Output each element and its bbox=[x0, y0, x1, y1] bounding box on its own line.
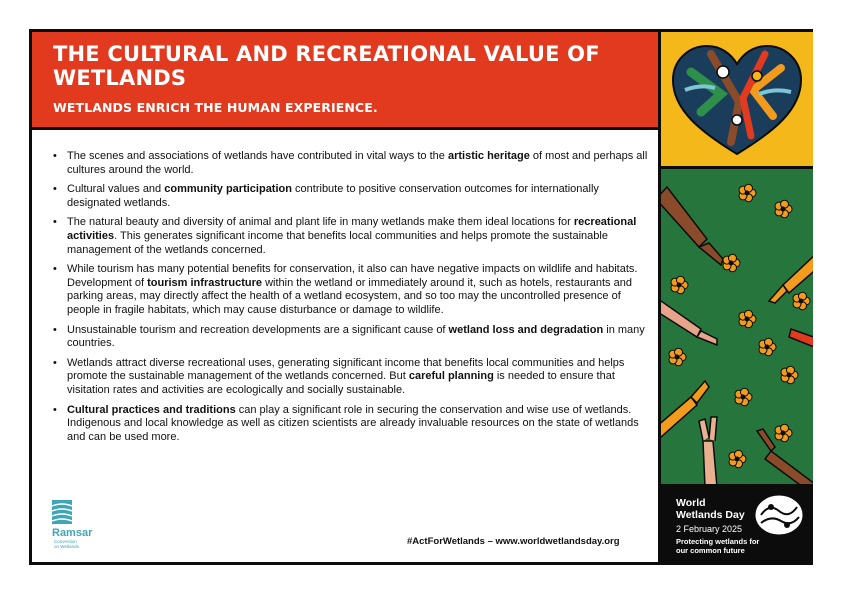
flower-icon bbox=[723, 254, 740, 272]
page-title: THE CULTURAL AND RECREATIONAL VALUE OF WETLANDS bbox=[53, 42, 600, 90]
bullet-text: can play a significant role in securing the conservation and wise use of wetlands. Indigenous and local knowledge as well as citizen scientists are already invaluable resources on the state of wetlands and can be used more. bbox=[67, 403, 639, 443]
wwd-emblem bbox=[753, 493, 805, 537]
flower-icon bbox=[669, 348, 686, 366]
bullet-emphasis: recreational activities bbox=[67, 216, 637, 242]
info-card bbox=[29, 29, 813, 565]
bullet-item bbox=[67, 404, 653, 445]
ramsar-caption-1: Convention bbox=[54, 539, 77, 544]
hands-flowers-panel bbox=[661, 169, 813, 487]
bullet-text: The scenes and associations of wetlands have contributed in vital ways to the bbox=[67, 150, 448, 162]
flower-icon bbox=[729, 450, 746, 468]
world-wetlands-day-panel bbox=[661, 487, 813, 562]
bullet-text: Wetlands attract diverse recreational uses, generating significant income that benefits local communities and helps promote the sustainable management of the wetlands concerned. But bbox=[67, 356, 625, 383]
hand-1 bbox=[661, 187, 723, 265]
bullet-content bbox=[53, 150, 653, 450]
bullet-item bbox=[67, 150, 653, 177]
flower-icon bbox=[793, 292, 810, 310]
wwd-date: 2 February 2025 bbox=[676, 524, 743, 534]
bullet-text: Cultural values and bbox=[67, 183, 165, 196]
header-banner bbox=[32, 32, 658, 130]
hand-3 bbox=[661, 301, 717, 345]
bullet-item bbox=[67, 183, 653, 210]
bullet-text: . This generates significant income that benefits local communities and helps promote the sustainable management of the wetlands concerned. bbox=[67, 229, 608, 256]
flower-icon bbox=[739, 184, 756, 202]
wwd-tagline: Protecting wetlands for our common future bbox=[676, 537, 760, 555]
bullet-text: of most and perhaps all cultures around the world. bbox=[67, 150, 648, 176]
bullet-emphasis: wetland loss and degradation bbox=[448, 323, 604, 336]
illustration-column bbox=[658, 32, 813, 562]
bullet-item bbox=[67, 357, 653, 398]
hand-6 bbox=[699, 417, 717, 484]
bullet-text: is needed to ensure that visitation rates and activities are ecologically and socially sustainable. bbox=[67, 370, 615, 396]
bullet-emphasis: tourism infrastructure bbox=[147, 276, 263, 289]
bullet-text: Unsustainable tourism and recreation developments are a significant cause of bbox=[67, 323, 449, 336]
bullet-text: within the wetland or immediately around it, such as hotels, restaurants and parking areas, may directly affect the health of a wetland ecosystem, and so too may the uncontrolled presence of people in fragile habitats, which may cause disturbance or damage to wildlife. bbox=[67, 276, 632, 316]
bullet-text: in many countries. bbox=[67, 323, 645, 350]
flower-icon bbox=[781, 366, 798, 384]
flower-icon bbox=[775, 200, 792, 218]
wwd-title: World Wetlands Day bbox=[676, 497, 745, 521]
hand-4 bbox=[789, 329, 813, 349]
bullet-text: The natural beauty and diversity of animal and plant life in many wetlands make them ideal locations for bbox=[67, 216, 574, 229]
bullet-item bbox=[67, 216, 653, 257]
flower-icon bbox=[775, 424, 792, 442]
flower-icon bbox=[671, 276, 688, 294]
bullet-text: While tourism has many potential benefits for conservation, it also can have negative impacts on wildlife and habitats. Development of bbox=[67, 263, 638, 289]
hands-flowers-illustration bbox=[661, 169, 813, 484]
ramsar-caption-2: on Wetlands bbox=[54, 544, 79, 549]
bullet-emphasis: artistic heritage bbox=[447, 150, 530, 162]
flower-icon bbox=[759, 338, 776, 356]
page-subtitle: WETLANDS ENRICH THE HUMAN EXPERIENCE. bbox=[53, 100, 378, 115]
bullet-emphasis: community participation bbox=[164, 183, 292, 196]
bullet-item bbox=[67, 324, 653, 351]
heart-illustration bbox=[661, 32, 813, 166]
bullet-emphasis: careful planning bbox=[408, 370, 494, 383]
bullet-text: contribute to positive conservation outcomes for internationally designated wetlands. bbox=[67, 183, 599, 209]
bullet-list bbox=[53, 150, 653, 444]
bullet-item bbox=[67, 263, 653, 317]
flower-icon bbox=[739, 310, 756, 328]
ramsar-name: Ramsar bbox=[52, 527, 93, 539]
bullet-emphasis: Cultural practices and traditions bbox=[67, 403, 236, 416]
flower-icon bbox=[735, 388, 752, 406]
heart-illustration-panel bbox=[661, 32, 813, 169]
footer-url: #ActForWetlands – www.worldwetlandsday.org bbox=[407, 536, 620, 547]
ramsar-logo bbox=[52, 500, 102, 550]
